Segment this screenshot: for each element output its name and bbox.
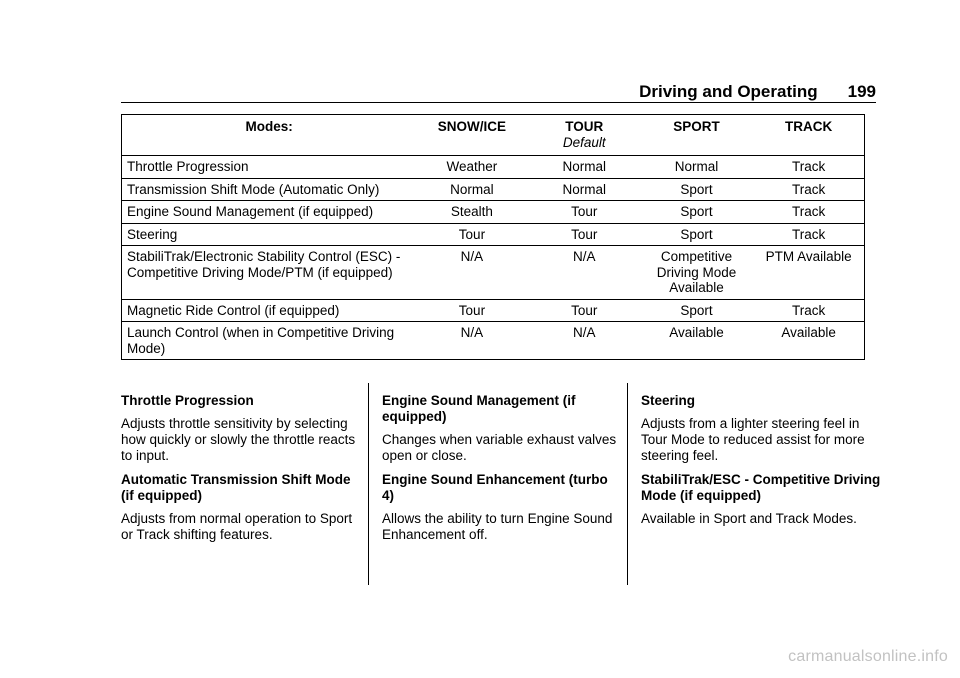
table-cell: Tour bbox=[528, 223, 640, 246]
column-header: TOUR Default bbox=[528, 115, 640, 156]
table-cell: Stealth bbox=[415, 201, 527, 224]
section-heading: Engine Sound Enhancement (turbo 4) bbox=[382, 472, 608, 503]
text-column-2 bbox=[382, 393, 622, 551]
table-cell: Transmission Shift Mode (Automatic Only) bbox=[122, 178, 416, 201]
table-cell: PTM Available bbox=[752, 246, 864, 300]
table-cell: Sport bbox=[640, 299, 752, 322]
column-header: SNOW/ICE bbox=[415, 115, 527, 156]
table-row bbox=[122, 223, 865, 246]
table-cell: Engine Sound Management (if equipped) bbox=[122, 201, 416, 224]
column-divider bbox=[368, 383, 369, 585]
table-cell: Tour bbox=[415, 299, 527, 322]
table-cell: Track bbox=[752, 178, 864, 201]
column-header: TRACK bbox=[752, 115, 864, 156]
table-row bbox=[122, 322, 865, 360]
table-cell: Competitive Driving Mode Available bbox=[640, 246, 752, 300]
table-cell: Track bbox=[752, 201, 864, 224]
section-heading: Automatic Transmission Shift Mode (if equipped) bbox=[121, 472, 351, 503]
section-heading: Engine Sound Management (if equipped) bbox=[382, 393, 576, 424]
column-header: Modes: bbox=[122, 115, 416, 156]
table-cell: N/A bbox=[415, 322, 527, 360]
modes-table bbox=[121, 114, 865, 360]
section-body: Allows the ability to turn Engine Sound Enhancement off. bbox=[382, 511, 613, 542]
watermark: carmanualsonline.info bbox=[788, 648, 948, 665]
table-cell: Normal bbox=[415, 178, 527, 201]
table-cell: Throttle Progression bbox=[122, 156, 416, 179]
page-number: 199 bbox=[847, 82, 876, 101]
table-cell: Available bbox=[640, 322, 752, 360]
table-cell: Magnetic Ride Control (if equipped) bbox=[122, 299, 416, 322]
table-cell: Tour bbox=[415, 223, 527, 246]
table-cell: Track bbox=[752, 223, 864, 246]
section-title: Driving and Operating bbox=[639, 82, 818, 101]
section-body: Changes when variable exhaust valves open or close. bbox=[382, 432, 617, 463]
table-row bbox=[122, 246, 865, 300]
table-cell: Weather bbox=[415, 156, 527, 179]
table-cell: Track bbox=[752, 156, 864, 179]
table-row bbox=[122, 201, 865, 224]
section-heading: Steering bbox=[641, 393, 696, 408]
column-subheader: Default bbox=[562, 134, 606, 150]
section-body: Adjusts from normal operation to Sport or Track shifting features. bbox=[121, 511, 353, 542]
text-column-3 bbox=[641, 393, 881, 535]
text-column-1 bbox=[121, 393, 361, 551]
table-cell: Sport bbox=[640, 201, 752, 224]
section-heading: StabiliTrak/ESC - Competitive Driving Mode (if equipped) bbox=[641, 472, 881, 503]
table-cell: StabiliTrak/Electronic Stability Control (ESC) - Competitive Driving Mode/PTM (if equipped) bbox=[122, 246, 416, 300]
table-cell: Track bbox=[752, 299, 864, 322]
table-cell: Sport bbox=[640, 223, 752, 246]
table-cell: Tour bbox=[528, 201, 640, 224]
page-header bbox=[121, 82, 876, 103]
table-cell: Normal bbox=[640, 156, 752, 179]
table-cell: Launch Control (when in Competitive Driving Mode) bbox=[122, 322, 416, 360]
table-header-row bbox=[122, 115, 865, 156]
table-row bbox=[122, 178, 865, 201]
section-body: Available in Sport and Track Modes. bbox=[641, 511, 857, 526]
table-cell: Normal bbox=[528, 156, 640, 179]
table-cell: Available bbox=[752, 322, 864, 360]
column-divider bbox=[627, 383, 628, 585]
column-header: SPORT bbox=[640, 115, 752, 156]
table-cell: Steering bbox=[122, 223, 416, 246]
table-row bbox=[122, 299, 865, 322]
section-body: Adjusts from a lighter steering feel in Tour Mode to reduced assist for more steering feel. bbox=[641, 416, 865, 463]
table-cell: N/A bbox=[415, 246, 527, 300]
table-cell: N/A bbox=[528, 246, 640, 300]
section-body: Adjusts throttle sensitivity by selecting how quickly or slowly the throttle reacts to input. bbox=[121, 416, 356, 463]
table-cell: N/A bbox=[528, 322, 640, 360]
table-cell: Sport bbox=[640, 178, 752, 201]
table-row bbox=[122, 156, 865, 179]
table-cell: Normal bbox=[528, 178, 640, 201]
table-cell: Tour bbox=[528, 299, 640, 322]
section-heading: Throttle Progression bbox=[121, 393, 254, 408]
